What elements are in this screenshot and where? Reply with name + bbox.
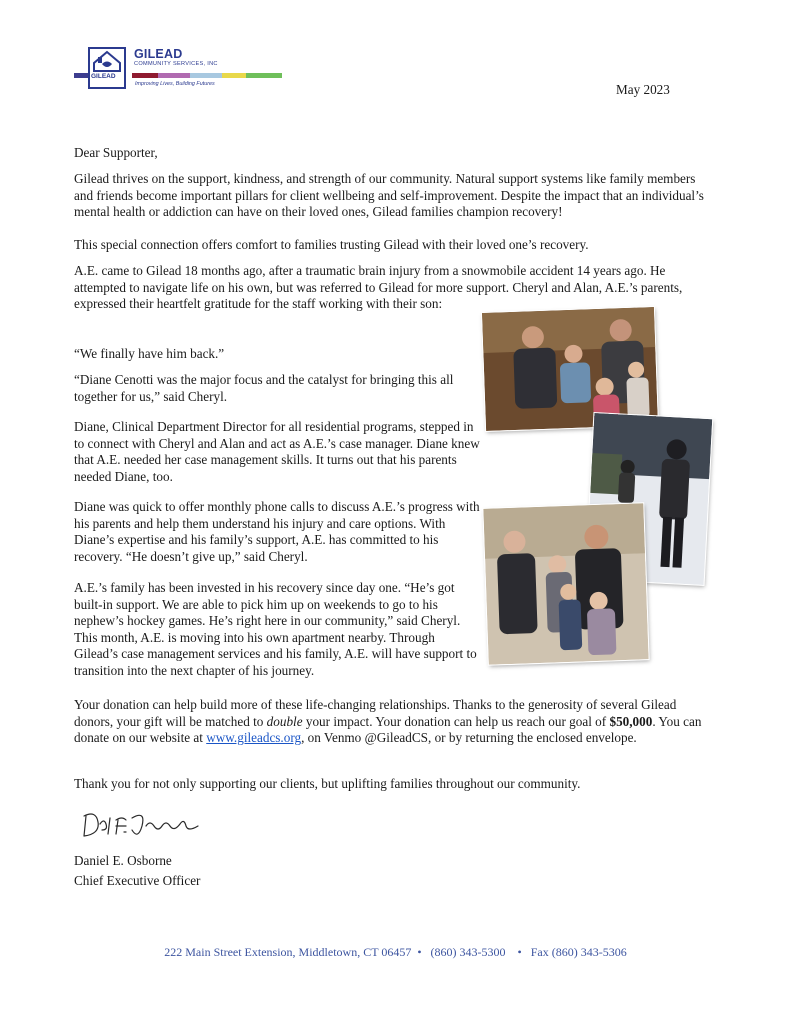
donation-goal: $50,000 (609, 713, 653, 729)
paragraph-4-quote: “We finally have him back.” (74, 346, 225, 361)
paragraph-9 (74, 697, 716, 747)
footer-fax: Fax (860) 343-5306 (530, 945, 627, 959)
paragraph-6: Diane, Clinical Department Director for all residential programs, stepped in to connect with Cheryl and Alan and act as A.E.’s case manager. Diane knew that A.E. needed her case management skills. It turns out that his parents needed Diane, too. (74, 419, 480, 484)
logo-name: GILEAD (134, 47, 183, 61)
family-photo-collage (482, 310, 708, 666)
family-photo-group-home (483, 503, 648, 664)
paragraph-9-text-b: your impact. Your donation can help us reach our goal of (302, 713, 610, 729)
family-photo-group-indoor (482, 307, 658, 431)
website-link[interactable]: www.gileadcs.org (206, 730, 302, 745)
logo-subtitle: COMMUNITY SERVICES, INC (134, 61, 218, 67)
footer-address: 222 Main Street Extension, Middletown, CT 06457 (164, 945, 412, 959)
paragraph-3 (74, 263, 716, 313)
gilead-logo (74, 44, 284, 92)
signer-title: Chief Executive Officer (74, 873, 201, 888)
paragraph-3-text: A.E. came to Gilead 18 months ago, after a traumatic brain injury from a snowmobile accident 14 years ago. He attempted to navigate life on his own, but was referred to Gilead for more support. Cheryl and Alan, A.E.’s parents, expressed their heartfelt gratitude for the staff working with their son: (74, 263, 683, 311)
footer-separator: • (517, 945, 522, 959)
paragraph-1: Gilead thrives on the support, kindness, and strength of our community. Natural support systems like family members and friends become important pillars for client wellbeing and self-improvement. Despite the impact that an individual’s mental health or addiction can have on their loved ones, Gilead families champion recovery! (74, 171, 704, 219)
paragraph-8: A.E.’s family has been invested in his recovery since day one. “He’s got built-in support. We are able to pick him up on weekends to go to his nephew’s hockey games. He’s right here in our community,” said Cheryl. This month, A.E. is moving into his own apartment nearby. Through Gilead’s case management services and his family, A.E. will have support to transition into the next chapter of his journey. (74, 580, 477, 678)
signer-name: Daniel E. Osborne (74, 853, 172, 868)
paragraph-2: This special connection offers comfort to families trusting Gilead with their loved one’s recovery. (74, 237, 589, 252)
logo-box-label: GILEAD (91, 73, 116, 80)
paragraph-9-text-c: . You can donate on our website at (74, 713, 702, 745)
paragraph-9-text-a: Your donation can help build more of these life-changing relationships. Thanks to the generosity of several Gilead donors, your gift will be matched to (74, 697, 677, 729)
paragraph-10: Thank you for not only supporting our clients, but uplifting families throughout our community. (74, 776, 581, 791)
paragraph-5: “Diane Cenotti was the major focus and the catalyst for bringing this all together for us,” said Cheryl. (74, 372, 454, 404)
footer-phone: (860) 343-5300 (430, 945, 506, 959)
paragraph-9-text-d: , on Venmo @GileadCS, or by returning the enclosed envelope. (301, 730, 637, 745)
salutation: Dear Supporter, (74, 145, 158, 160)
logo-house-icon (88, 47, 126, 89)
letter-date: May 2023 (616, 82, 670, 97)
paragraph-9-emphasis: double (266, 713, 303, 729)
logo-tagline: Improving Lives, Building Futures (135, 81, 215, 87)
signature (78, 808, 208, 838)
footer-separator: • (417, 945, 422, 959)
paragraph-7: Diane was quick to offer monthly phone calls to discuss A.E.’s progress with his parents and help them understand his injury and care options. With Diane’s expertise and his family’s support, A.E. has committed to his recovery. “He doesn’t give up,” said Cheryl. (74, 499, 480, 564)
footer-contact (0, 944, 791, 961)
